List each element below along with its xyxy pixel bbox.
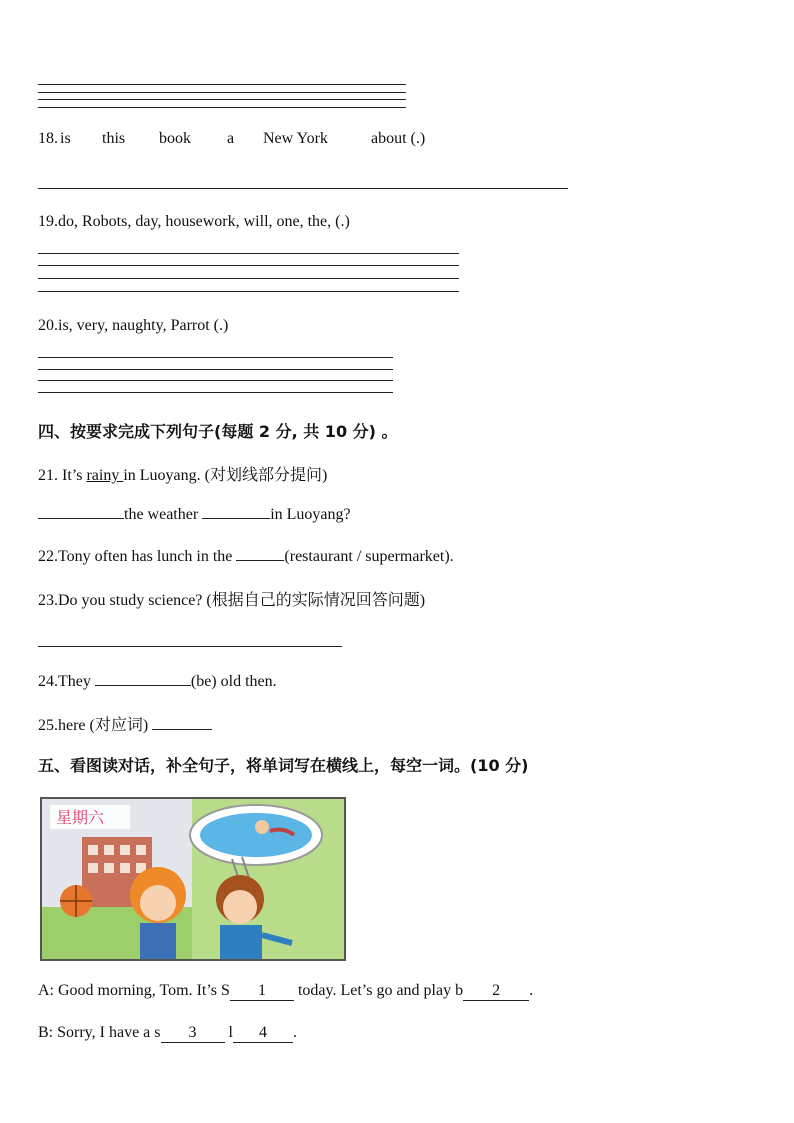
answer-line[interactable]	[38, 357, 393, 358]
question-text: 22.Tony often has lunch in the	[38, 548, 237, 565]
question-21	[38, 462, 327, 485]
dialog-blank[interactable]: 1	[230, 982, 294, 1001]
answer-blank[interactable]	[95, 671, 191, 686]
question-20: 20.is, very, naughty, Parrot (.)	[38, 317, 229, 334]
underlined-word: rainy	[86, 467, 124, 484]
dialog-line-b	[38, 1024, 297, 1043]
question-text: 25.here (对应词)	[38, 717, 153, 734]
question-23: 23.Do you study science? (根据自己的实际情况回答问题)	[38, 592, 426, 609]
question-text: (restaurant / supermarket).	[284, 548, 454, 565]
answer-line[interactable]	[38, 369, 393, 370]
question-22	[38, 546, 454, 566]
question-19: 19.do, Robots, day, housework, will, one, the, (.)	[38, 213, 350, 230]
dialog-text: B: Sorry, I have a s	[38, 1024, 161, 1041]
answer-blank[interactable]	[202, 504, 270, 519]
picture-caption: 星期六	[56, 808, 105, 827]
dialog-blank[interactable]: 4	[233, 1024, 293, 1043]
answer-line[interactable]	[38, 107, 406, 108]
answer-line[interactable]	[38, 380, 393, 381]
dialog-blank[interactable]: 2	[463, 982, 529, 1001]
cartoon-illustration	[42, 799, 344, 959]
question-24	[38, 671, 277, 691]
answer-line[interactable]	[38, 291, 459, 292]
answer-line[interactable]	[38, 99, 406, 100]
answer-text: in Luoyang?	[270, 506, 351, 523]
dialog-blank[interactable]: 3	[161, 1024, 225, 1043]
swimming-pool-icon	[200, 813, 312, 857]
dialog-line-a	[38, 982, 533, 1001]
answer-blank[interactable]	[236, 546, 284, 561]
answer-line[interactable]	[38, 92, 406, 93]
question-text: 21. It’s	[38, 467, 87, 484]
dialog-text: .	[292, 1024, 297, 1041]
answer-line[interactable]	[38, 278, 459, 279]
question-text: (be) old then.	[190, 673, 277, 690]
word: a	[227, 130, 235, 147]
answer-line[interactable]	[38, 646, 342, 647]
answer-line[interactable]	[38, 265, 459, 266]
answer-line[interactable]	[38, 84, 406, 85]
dialog-text: today. Let’s go and play b	[293, 982, 464, 999]
word: book	[159, 130, 191, 147]
question-number: 18.	[38, 130, 58, 147]
dialog-text: .	[529, 982, 534, 999]
word: this	[102, 130, 126, 147]
word: is	[60, 130, 71, 147]
question-text: in Luoyang. (对划线部分提问)	[123, 467, 328, 484]
question-25	[38, 712, 212, 735]
question-18	[38, 130, 425, 148]
dialog-text: A: Good morning, Tom. It’s S	[38, 982, 230, 999]
answer-blank[interactable]	[152, 715, 212, 730]
answer-blank[interactable]	[38, 504, 124, 519]
answer-line[interactable]	[38, 188, 568, 189]
answer-text: the weather	[124, 506, 199, 523]
section-5-title: 五、看图读对话，补全句子，将单词写在横线上，每空一词。(10 分)	[38, 756, 529, 775]
cartoon-picture	[40, 797, 346, 961]
question-21-answer	[38, 504, 351, 524]
answer-line[interactable]	[38, 392, 393, 393]
section-4-title: 四、按要求完成下列句子(每题 2 分, 共 10 分) 。	[38, 422, 398, 441]
question-text: 24.They	[38, 673, 95, 690]
dialog-text: l	[224, 1024, 233, 1041]
word: about (.)	[371, 130, 426, 147]
word: New York	[263, 130, 328, 147]
answer-line[interactable]	[38, 253, 459, 254]
